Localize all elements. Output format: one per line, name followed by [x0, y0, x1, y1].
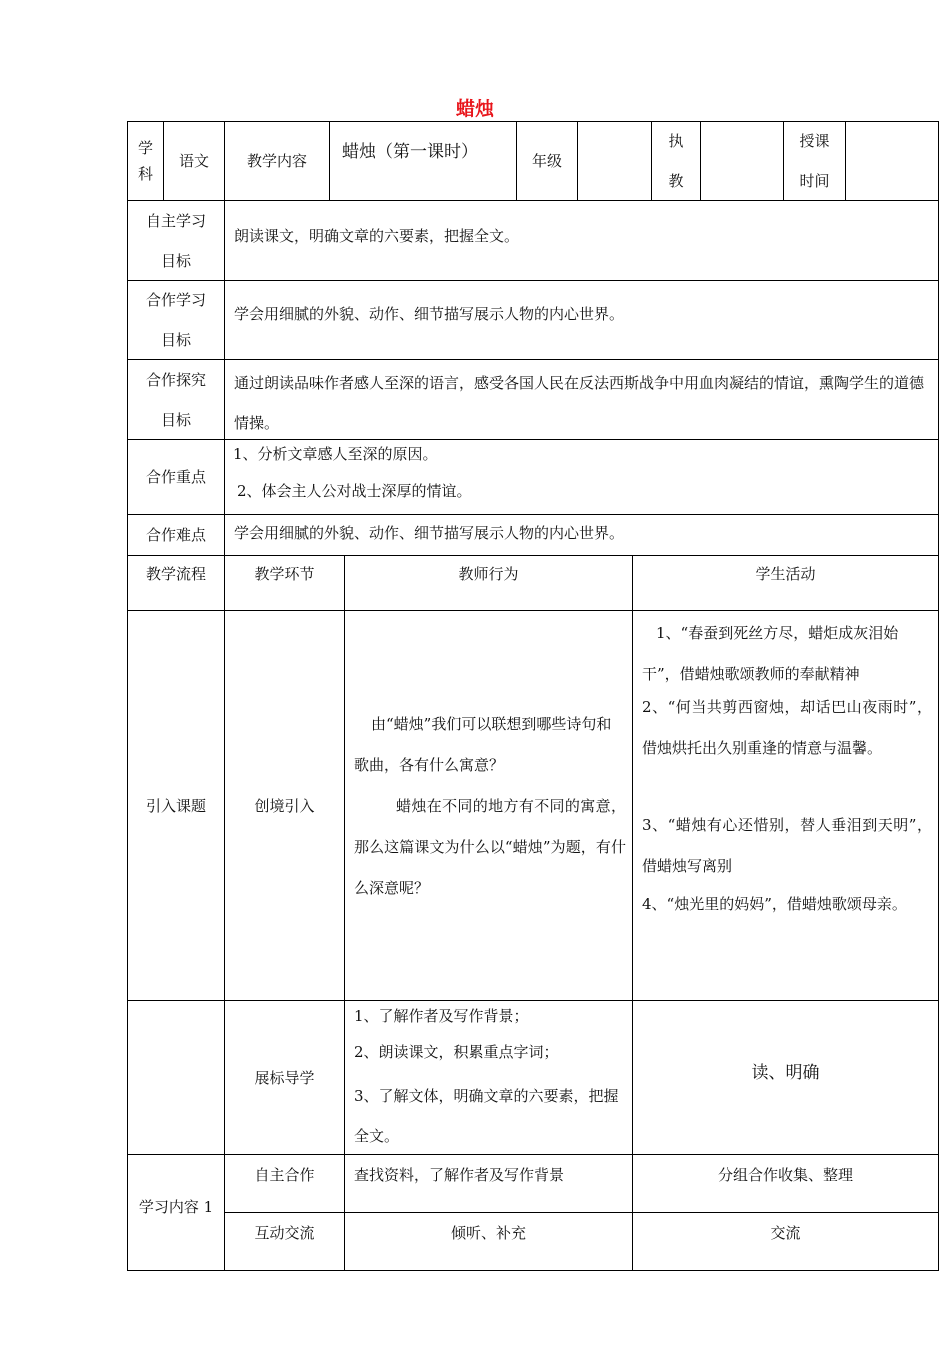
document-title: 蜡烛 [455, 98, 494, 120]
goal-coop-label-cell [128, 281, 224, 359]
guide-flow-cell [128, 1001, 224, 1154]
goal-explore-text-cell [225, 360, 938, 439]
goal-self-text: 朗读课文，明确文章的六要素，把握全文。 [234, 227, 520, 245]
intro-step: 创境引入 [254, 796, 315, 815]
intro-student-cell [633, 611, 938, 1000]
goal-coop-label: 合作学习目标 [145, 291, 206, 349]
subject-label-cell [128, 122, 163, 200]
flow-header-col4-label: 学生活动 [755, 565, 816, 583]
intro-step-cell [225, 611, 344, 1000]
key-point-line-1: 1、分析文章感人至深的原因。 [233, 445, 438, 463]
grade-value-cell [578, 122, 651, 200]
content1-row2-step-cell [225, 1213, 344, 1270]
difficulty-text: 学会用细腻的外貌、动作、细节描写展示人物的内心世界。 [234, 524, 625, 542]
content1-row2-teacher: 倾听、补充 [450, 1223, 526, 1242]
intro-teacher-cell [345, 611, 632, 1000]
grade-label: 年级 [531, 152, 562, 170]
intro-student-item-4: 4、“烛光里的妈妈”，借蜡烛歌颂母亲。 [642, 895, 907, 913]
content1-row2-student: 交流 [770, 1223, 801, 1242]
guide-student-cell [633, 1001, 938, 1154]
content1-flow: 学习内容 1 [138, 1197, 214, 1216]
content-label-cell [225, 122, 329, 200]
time-value-cell [846, 122, 938, 200]
content1-row1-student: 分组合作收集、整理 [717, 1165, 853, 1184]
content1-flow-cell [128, 1155, 224, 1270]
flow-header-col2-label: 教学环节 [254, 565, 315, 583]
content1-row2-teacher-cell [345, 1213, 632, 1270]
guide-teacher-item-3: 3、了解文体，明确文章的六要素，把握全文。 [354, 1087, 619, 1145]
guide-teacher-cell [345, 1001, 632, 1154]
content1-row1-step-cell [225, 1155, 344, 1212]
content1-row1-student-cell [633, 1155, 938, 1212]
intro-flow: 引入课题 [145, 796, 206, 815]
key-point-label-cell [128, 440, 224, 514]
subject-label: 学科 [137, 139, 153, 183]
time-label-cell [784, 122, 845, 200]
goal-self-label-cell [128, 201, 224, 280]
content1-row2-student-cell [633, 1213, 938, 1270]
goal-self-text-cell [225, 201, 938, 280]
goal-coop-text-cell [225, 281, 938, 359]
key-point-line-2: 2、体会主人公对战士深厚的情谊。 [237, 482, 472, 500]
teacher-value-cell [701, 122, 783, 200]
key-point-text-cell [225, 440, 938, 514]
subject-value-cell [164, 122, 224, 200]
goal-explore-label: 合作探究目标 [145, 370, 206, 429]
difficulty-text-cell [225, 515, 938, 555]
guide-teacher-item-1: 1、了解作者及写作背景； [354, 1007, 529, 1025]
flow-header-col1 [128, 556, 224, 610]
flow-header-col2 [225, 556, 344, 610]
guide-step: 展标导学 [254, 1068, 315, 1087]
goal-coop-text: 学会用细腻的外貌、动作、细节描写展示人物的内心世界。 [234, 305, 625, 323]
key-point-label: 合作重点 [145, 468, 206, 486]
intro-student-item-2: 2、“何当共剪西窗烛，却话巴山夜雨时”，借烛烘托出久别重逢的情意与温馨。 [642, 698, 932, 757]
flow-header-col4 [633, 556, 938, 610]
difficulty-label: 合作难点 [145, 526, 206, 544]
content1-row1-step: 自主合作 [254, 1165, 315, 1184]
guide-student: 读、明确 [751, 1062, 820, 1083]
guide-teacher-item-2: 2、朗读课文，积累重点字词； [354, 1043, 559, 1061]
teacher-label: 执教 [668, 132, 684, 190]
content1-row2-step: 互动交流 [254, 1223, 315, 1242]
content1-row1-teacher-cell [345, 1155, 632, 1212]
intro-student-item-3: 3、“蜡烛有心还惜别，替人垂泪到天明”，借蜡烛写离别 [642, 816, 932, 875]
intro-teacher-para-1: 由“蜡烛”我们可以联想到哪些诗句和歌曲，各有什么寓意？ [354, 715, 612, 774]
content-label: 教学内容 [246, 152, 307, 170]
flow-header-col3-label: 教师行为 [458, 565, 519, 583]
subject-value: 语文 [178, 152, 209, 170]
content1-row1-teacher: 查找资料，了解作者及写作背景 [354, 1166, 565, 1184]
intro-flow-cell [128, 611, 224, 1000]
content-value: 蜡烛（第一课时） [342, 142, 478, 162]
grade-label-cell [517, 122, 577, 200]
intro-teacher-para-2: 蜡烛在不同的地方有不同的寓意，那么这篇课文为什么以“蜡烛”为题，有什么深意呢？ [354, 797, 626, 897]
flow-header-col3 [345, 556, 632, 610]
guide-step-cell [225, 1001, 344, 1154]
content-value-cell [330, 122, 516, 200]
flow-header-col1-label: 教学流程 [145, 565, 206, 583]
difficulty-label-cell [128, 515, 224, 555]
teacher-label-cell [652, 122, 700, 200]
time-label: 授课时间 [799, 132, 830, 190]
intro-student-item-1: 1、“春蚕到死丝方尽，蜡炬成灰泪始干”，借蜡烛歌颂教师的奉献精神 [642, 624, 899, 683]
goal-explore-label-cell [128, 360, 224, 439]
goal-explore-text: 通过朗读品味作者感人至深的语言，感受各国人民在反法西斯战争中用血肉凝结的情谊，熏陶学生的道德情操。 [234, 374, 925, 432]
goal-self-label: 自主学习目标 [145, 211, 206, 270]
